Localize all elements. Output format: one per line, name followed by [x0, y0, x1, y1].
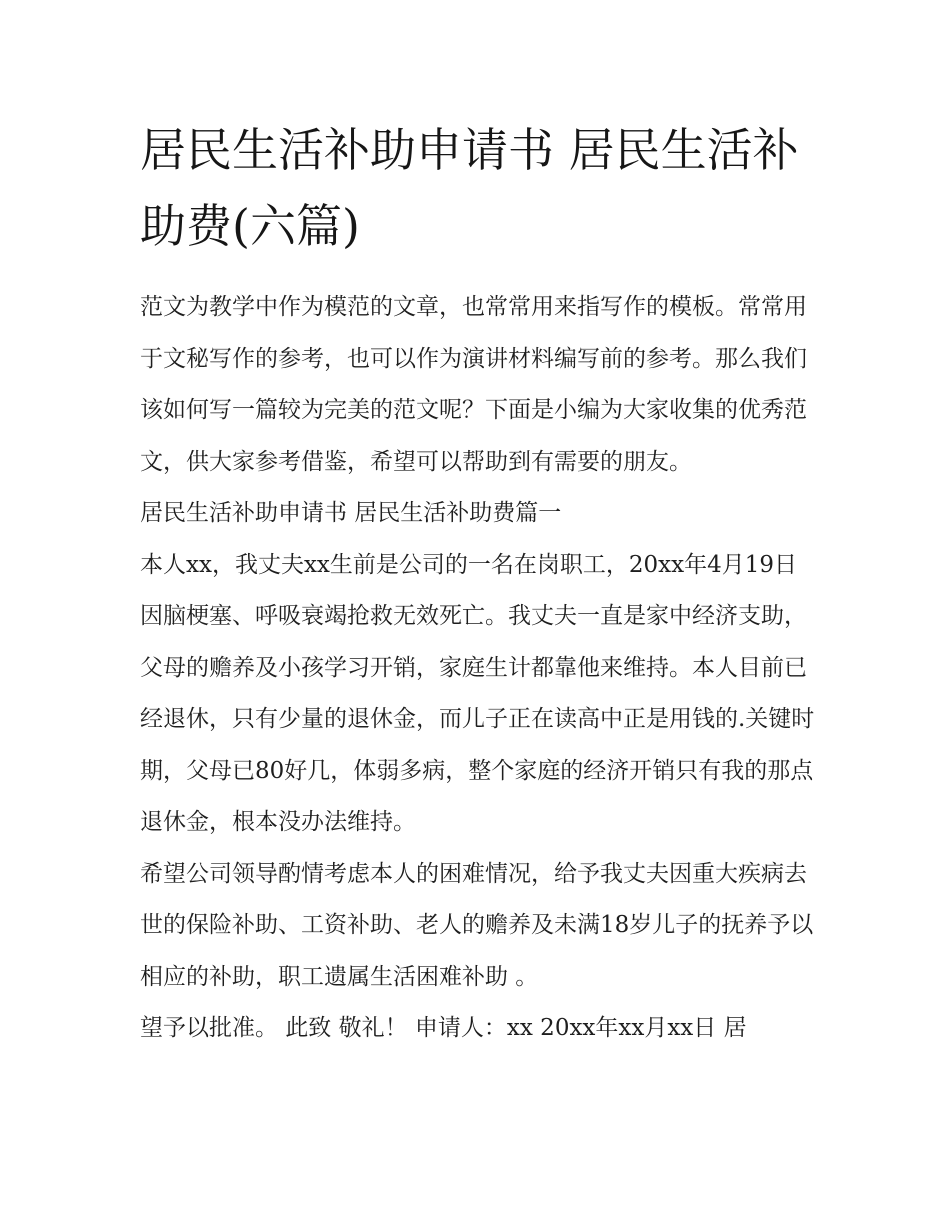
- document-body: [140, 112, 815, 1055]
- body-paragraph-2: 希望公司领导酌情考虑本人的困难情况，给予我丈夫因重大疾病去世的保险补助、工资补助、老人的赡养及未满18岁儿子的抚养予以相应的补助，职工遗属生活困难补助 。: [140, 860, 814, 990]
- section-heading: 居民生活补助申请书 居民生活补助费篇一: [140, 500, 562, 526]
- intro-paragraph: 范文为教学中作为模范的文章，也常常用来指写作的模板。常常用于文秘写作的参考，也可以作为演讲材料编写前的参考。那么我们该如何写一篇较为完美的范文呢？下面是小编为大家收集的优秀范文，供大家参考借鉴，希望可以帮助到有需要的朋友。: [140, 294, 807, 475]
- body-paragraph-3: 望予以批准。 此致 敬礼！ 申请人：xx 20xx年xx月xx日 居: [140, 1015, 747, 1041]
- body-paragraph-1: 本人xx，我丈夫xx生前是公司的一名在岗职工，20xx年4月19日因脑梗塞、呼吸衰竭抢救无效死亡。我丈夫一直是家中经济支助，父母的赡养及小孩学习开销，家庭生计都靠他来维持。本人目前已经退休，只有少量的退休金，而儿子正在读高中正是用钱的.关键时期，父母已80好几，体弱多病，整个家庭的经济开销只有我的那点退休金，根本没办法维持。: [140, 551, 815, 835]
- document-title: 居民生活补助申请书 居民生活补助费(六篇): [140, 123, 799, 253]
